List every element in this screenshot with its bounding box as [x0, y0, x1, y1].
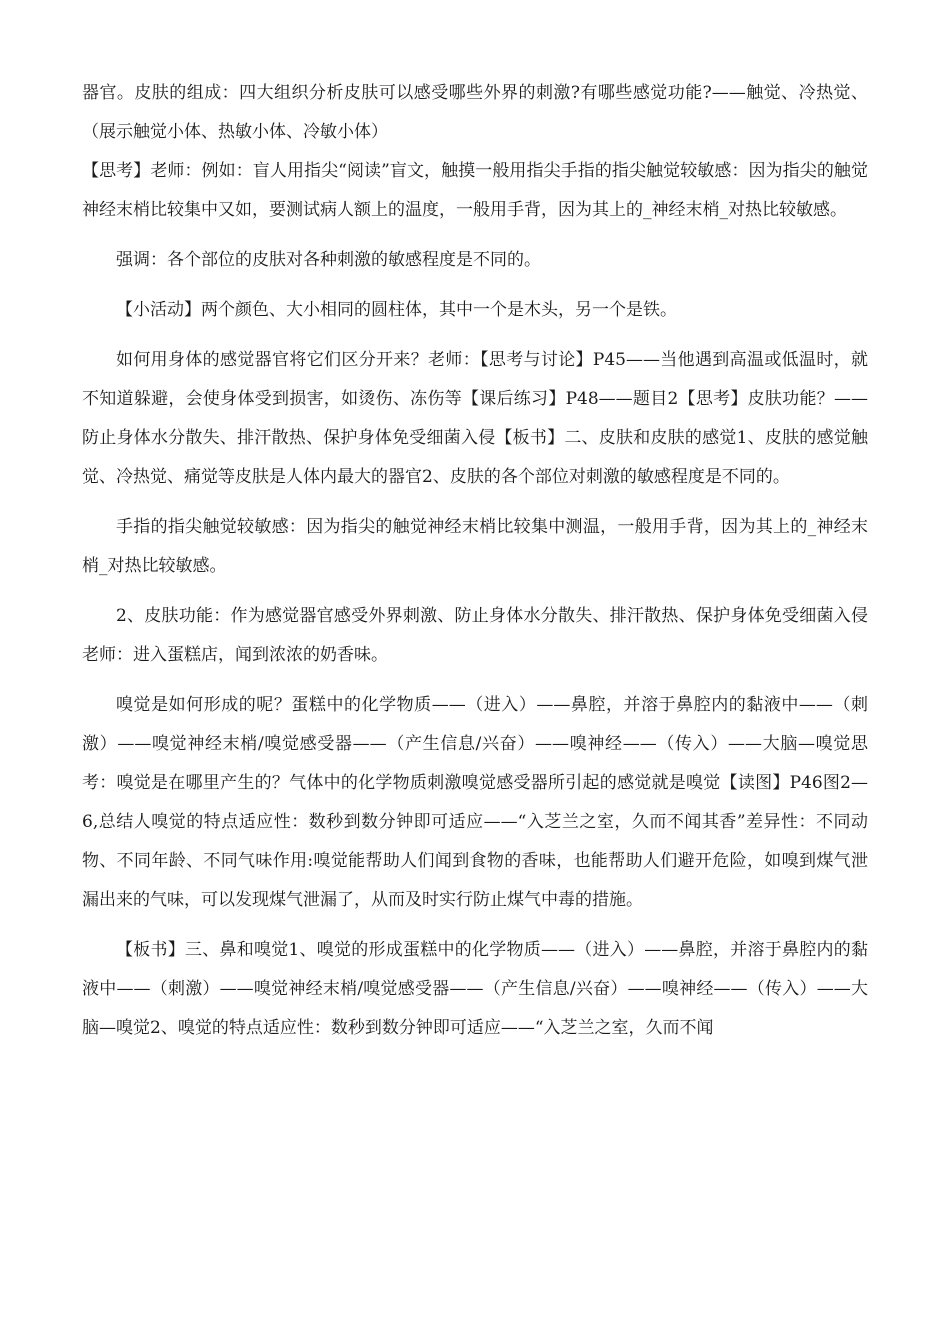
paragraph-small-activity: 【小活动】两个颜色、大小相同的圆柱体，其中一个是木头，另一个是铁。 — [116, 300, 677, 320]
paragraph-thinking-fingertip: 【思考】老师：例如：盲人用指尖“阅读”盲文，触摸一般用指尖手指的指尖触觉较敏感：因为指尖的触觉神经末梢比较集中又如，要测试病人额上的温度，一般用手背，因为其上的_神经末梢_对热比较敏感。 — [82, 161, 868, 220]
document-page — [82, 74, 868, 1048]
paragraph-skin-composition: 器官。皮肤的组成：四大组织分析皮肤可以感受哪些外界的刺激?有哪些感觉功能?——触觉、冷热觉、（展示触觉小体、热敏小体、冷敏小体） — [82, 83, 868, 142]
paragraph-emphasis: 强调：各个部位的皮肤对各种刺激的敏感程度是不同的。 — [116, 250, 541, 270]
paragraph-smell-formation: 嗅觉是如何形成的呢？蛋糕中的化学物质——（进入）——鼻腔，并溶于鼻腔内的黏液中——（刺激）——嗅觉神经末梢/嗅觉感受器——（产生信息/兴奋）——嗅神经——（传入）——大脑—嗅觉思考：嗅觉是在哪里产生的？气体中的化学物质刺激嗅觉感受器所引起的感觉就是嗅觉【读图】P46图2—6,总结人嗅觉的特点适应性：数秒到数分钟即可适应——“入芝兰之室，久而不闻其香”差异性：不同动物、不同年龄、不同气味作用:嗅觉能帮助人们闻到食物的香味，也能帮助人们避开危险，如嗅到煤气泄漏出来的气味，可以发现煤气泄漏了，从而及时实行防止煤气中毒的措施。 — [82, 695, 868, 910]
paragraph-fingertip-sensitivity: 手指的指尖触觉较敏感：因为指尖的触觉神经末梢比较集中测温，一般用手背，因为其上的_神经末梢_对热比较敏感。 — [82, 517, 868, 576]
paragraph-distinguish-discussion: 如何用身体的感觉器官将它们区分开来？老师：【思考与讨论】P45——当他遇到高温或低温时，就不知道躲避，会使身体受到损害，如烫伤、冻伤等【课后练习】P48——题目2【思考】皮肤功能？——防止身体水分散失、排汗散热、保护身体免受细菌入侵【板书】二、皮肤和皮肤的感觉1、皮肤的感觉触觉、冷热觉、痛觉等皮肤是人体内最大的器官2、皮肤的各个部位对刺激的敏感程度是不同的。 — [82, 350, 868, 487]
paragraph-skin-function: 2、皮肤功能：作为感觉器官感受外界刺激、防止身体水分散失、排汗散热、保护身体免受细菌入侵老师：进入蛋糕店，闻到浓浓的奶香味。 — [82, 606, 868, 665]
paragraph-board-nose-smell: 【板书】三、鼻和嗅觉1、嗅觉的形成蛋糕中的化学物质——（进入）——鼻腔，并溶于鼻腔内的黏液中——（刺激）——嗅觉神经末梢/嗅觉感受器——（产生信息/兴奋）——嗅神经——（传入）——大脑—嗅觉2、嗅觉的特点适应性：数秒到数分钟即可适应——“入芝兰之室，久而不闻 — [82, 940, 868, 1038]
